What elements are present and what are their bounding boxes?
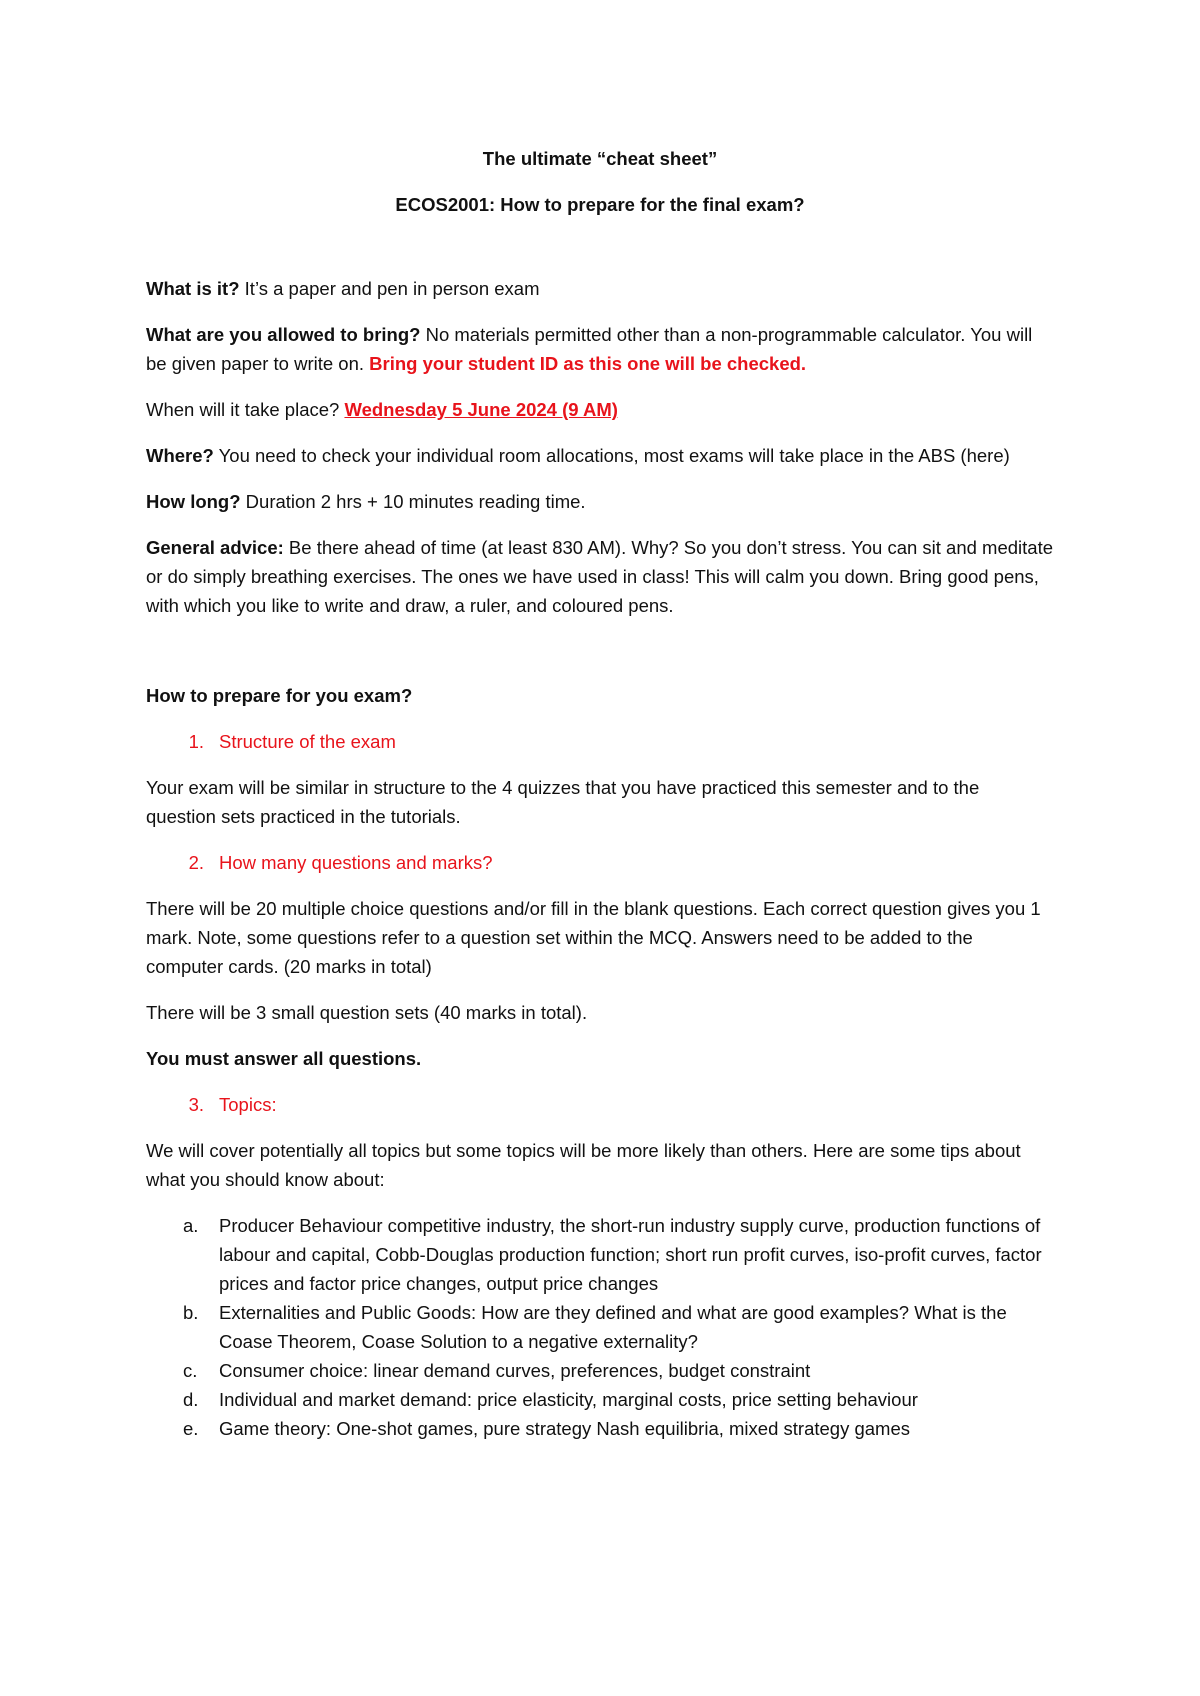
list-item <box>146 1356 1054 1385</box>
where-paragraph <box>146 441 1054 470</box>
prepare-heading-text: How to prepare for you exam? <box>146 685 413 706</box>
list-item <box>146 1211 1054 1298</box>
list-text: Externalities and Public Goods: How are they defined and what are good examples? What is the Coase Theorem, Coase Solution to a negative externality? <box>219 1302 1007 1352</box>
allowed-text: No materials permitted other than a non-programmable calculator. You will be given paper to write on. <box>146 324 1033 374</box>
list-letter: d. <box>183 1389 199 1410</box>
where-text: You need to check your individual room allocations, most exams will take place in the ABS (here) <box>213 445 1010 466</box>
section-title: How many questions and marks? <box>219 852 493 873</box>
list-letter: a. <box>183 1215 199 1236</box>
list-text: Game theory: One-shot games, pure strategy Nash equilibria, mixed strategy games <box>219 1418 910 1439</box>
section-number: 2. <box>188 852 204 873</box>
list-letter: e. <box>183 1418 199 1439</box>
list-text: Consumer choice: linear demand curves, preferences, budget constraint <box>219 1360 811 1381</box>
allowed-label: What are you allowed to bring? <box>146 324 421 345</box>
list-text: Producer Behaviour competitive industry, the short-run industry supply curve, production functions of labour and capital, Cobb-Douglas production function; short run profit curves, iso-profit curves, factor prices and factor price changes, output price changes <box>219 1215 1042 1294</box>
list-letter: c. <box>183 1360 198 1381</box>
list-item <box>146 1414 1054 1443</box>
student-id-warning: Bring your student ID as this one will be checked. <box>369 353 807 374</box>
document-title: The ultimate “cheat sheet” <box>482 148 718 169</box>
allowed-paragraph <box>146 320 1054 378</box>
section-heading-questions <box>146 848 1054 877</box>
section-paragraph: Your exam will be similar in structure to the 4 quizzes that you have practiced this semester and to the question sets practiced in the tutorials. <box>146 777 980 827</box>
list-item <box>146 1385 1054 1414</box>
advice-paragraph <box>146 533 1054 620</box>
list-item <box>146 1298 1054 1356</box>
when-paragraph <box>146 395 1054 424</box>
how-long-label: How long? <box>146 491 241 512</box>
must-answer-text: You must answer all questions. <box>146 1048 422 1069</box>
list-text: Individual and market demand: price elasticity, marginal costs, price setting behaviour <box>219 1389 918 1410</box>
section-title: Structure of the exam <box>219 731 396 752</box>
when-text: When will it take place? <box>146 399 345 420</box>
what-is-it-text: It’s a paper and pen in person exam <box>239 278 540 299</box>
what-is-it-paragraph <box>146 274 1054 303</box>
how-long-paragraph <box>146 487 1054 516</box>
must-answer-note <box>146 1044 1054 1073</box>
topics-list <box>146 1211 1054 1443</box>
where-label: Where? <box>146 445 214 466</box>
document-subtitle: ECOS2001: How to prepare for the final exam? <box>395 194 805 215</box>
prepare-heading <box>146 681 1054 710</box>
advice-label: General advice: <box>146 537 284 558</box>
what-is-it-label: What is it? <box>146 278 240 299</box>
section-title: Topics: <box>219 1094 277 1115</box>
spacer <box>146 637 1054 681</box>
how-long-text: Duration 2 hrs + 10 minutes reading time. <box>240 491 586 512</box>
section-number: 1. <box>188 731 204 752</box>
section-paragraph: We will cover potentially all topics but some topics will be more likely than others. Here are some tips about what you should know about: <box>146 1140 1021 1190</box>
advice-text: Be there ahead of time (at least 830 AM). Why? So you don’t stress. You can sit and meditate or do simply breathing exercises. The ones we have used in class! This will calm you down. Bring good pens, with which you like to write and draw, a ruler, and coloured pens. <box>146 537 1054 616</box>
section-paragraph: There will be 20 multiple choice questions and/or fill in the blank questions. Each correct question gives you 1 mark. Note, some questions refer to a question set within the MCQ. Answers need to be added to the computer cards. (20 marks in total) <box>146 898 1041 977</box>
section-number: 3. <box>188 1094 204 1115</box>
section-heading-topics <box>146 1090 1054 1119</box>
exam-date: Wednesday 5 June 2024 (9 AM) <box>344 399 618 420</box>
list-letter: b. <box>183 1302 199 1323</box>
section-paragraph: There will be 3 small question sets (40 marks in total). <box>146 1002 588 1023</box>
section-heading-structure <box>146 727 1054 756</box>
